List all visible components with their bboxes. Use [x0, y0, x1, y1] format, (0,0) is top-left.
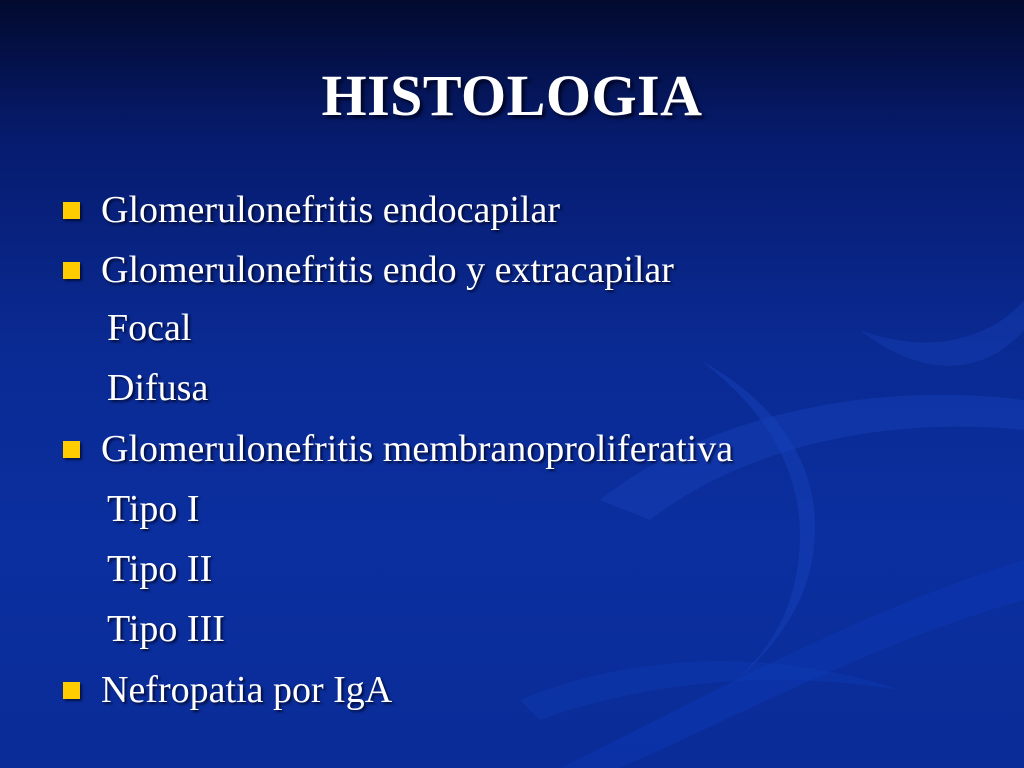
bullet-square-icon: [63, 262, 80, 279]
bullet-square-icon: [63, 202, 80, 219]
list-item-text: Nefropatia por IgA: [101, 669, 393, 711]
slide-title: HISTOLOGIA: [321, 63, 703, 128]
bullet-square-icon: [63, 682, 80, 699]
list-item-text: Tipo II: [107, 548, 213, 590]
list-item-text: Difusa: [107, 367, 209, 409]
list-item-text: Tipo I: [107, 488, 200, 530]
list-item-text: Glomerulonefritis endocapilar: [101, 189, 561, 231]
list-item-text: Glomerulonefritis membranoproliferativa: [101, 428, 734, 470]
list-item-text: Focal: [107, 307, 192, 349]
list-item-text: Glomerulonefritis endo y extracapilar: [101, 249, 674, 291]
list-item-text: Tipo III: [107, 608, 225, 650]
bullet-square-icon: [63, 441, 80, 458]
